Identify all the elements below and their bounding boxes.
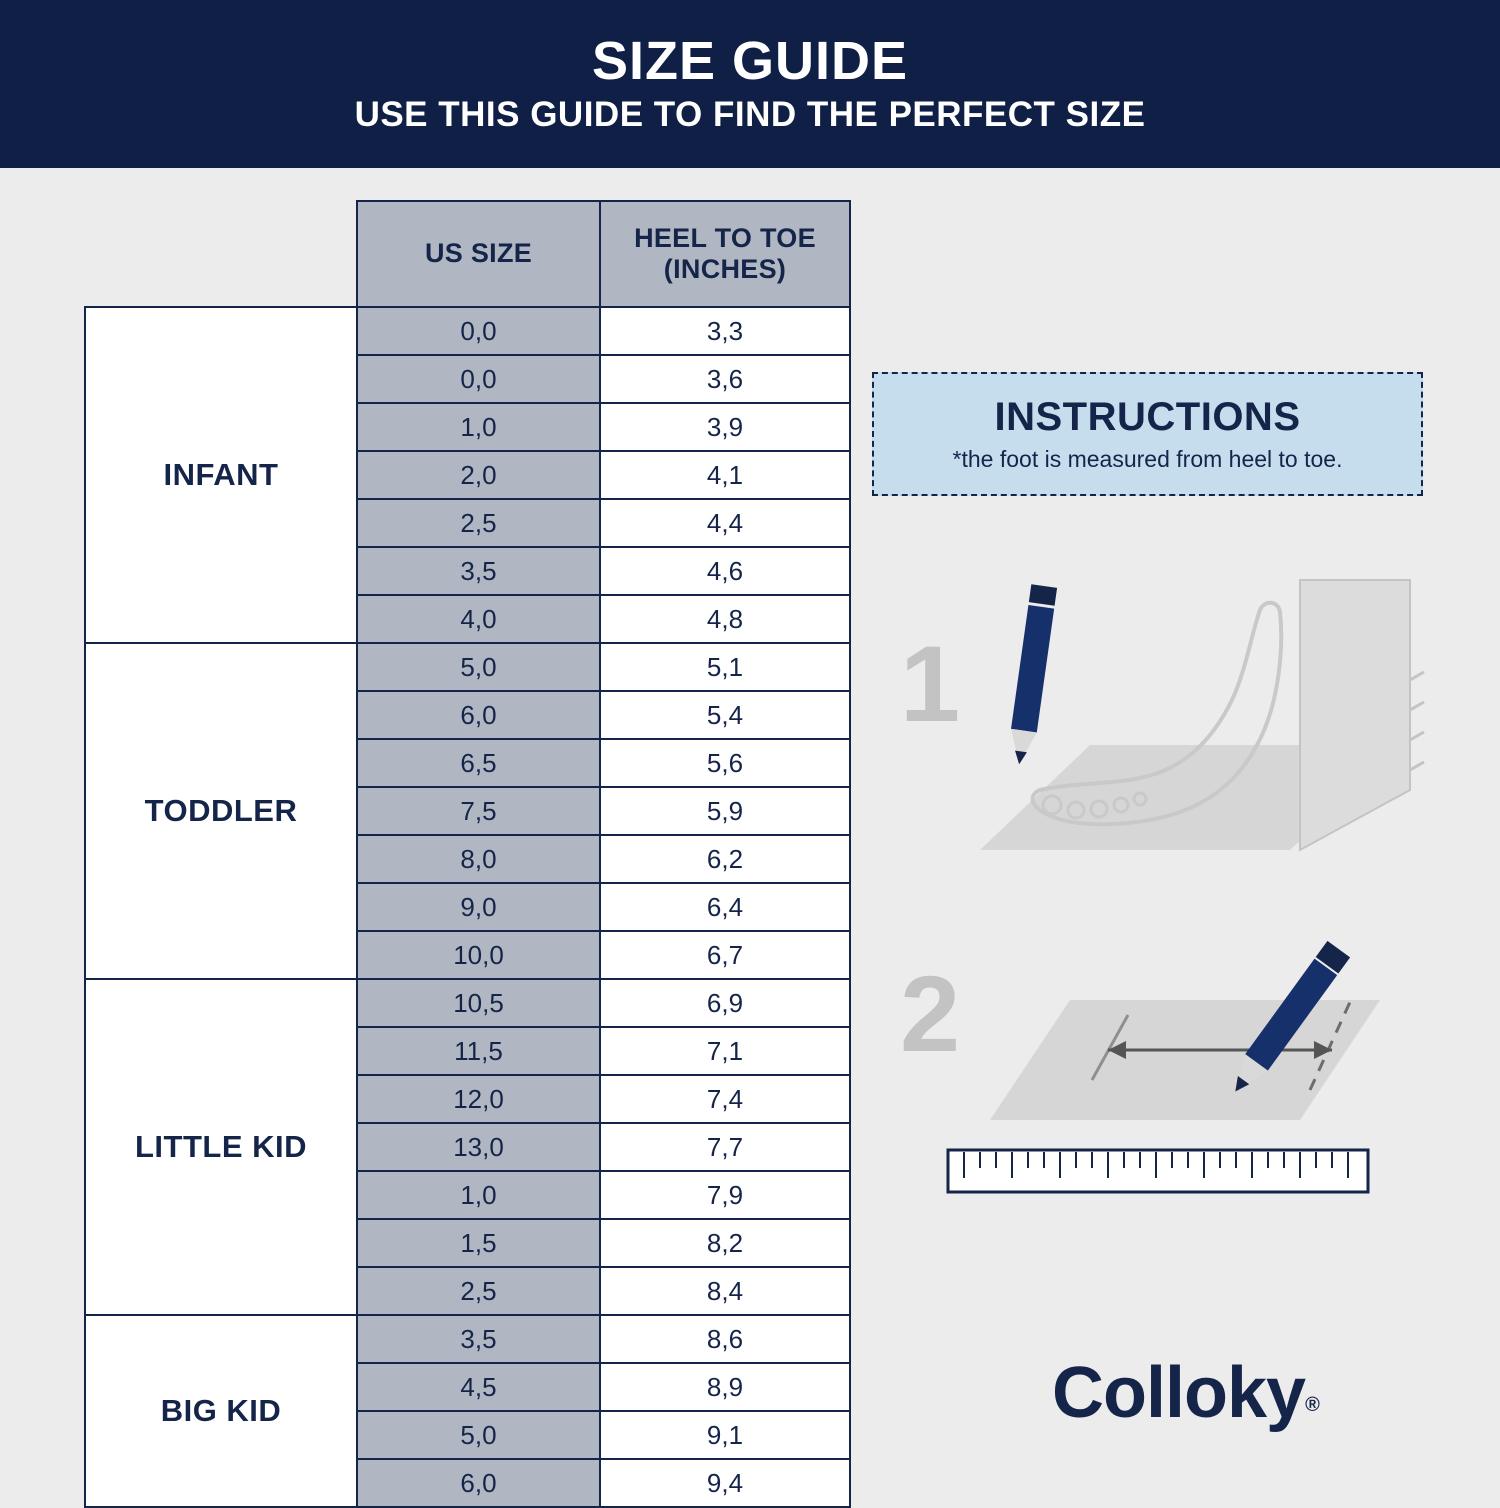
page-title: SIZE GUIDE: [591, 31, 909, 92]
us-size-cell: 9,0: [357, 883, 600, 931]
table-header-spacer: [85, 201, 357, 307]
group-label-little-kid: LITTLE KID: [85, 979, 357, 1315]
heel-to-toe-cell: 8,9: [600, 1363, 850, 1411]
heel-to-toe-cell: 5,1: [600, 643, 850, 691]
us-size-cell: 2,5: [357, 1267, 600, 1315]
us-size-cell: 11,5: [357, 1027, 600, 1075]
group-label-toddler: TODDLER: [85, 643, 357, 979]
heel-to-toe-cell: 7,9: [600, 1171, 850, 1219]
heel-to-toe-cell: 4,4: [600, 499, 850, 547]
size-table-wrapper: [84, 200, 849, 1508]
heel-to-toe-cell: 8,2: [600, 1219, 850, 1267]
us-size-cell: 0,0: [357, 307, 600, 355]
table-row: [85, 307, 850, 355]
step-1: [880, 560, 1440, 900]
us-size-cell: 10,5: [357, 979, 600, 1027]
heel-to-toe-cell: 4,6: [600, 547, 850, 595]
size-table: [84, 200, 851, 1508]
page-subtitle: USE THIS GUIDE TO FIND THE PERFECT SIZE: [354, 95, 1146, 135]
table-row: [85, 643, 850, 691]
step-2-number: 2: [900, 953, 961, 1074]
us-size-cell: 13,0: [357, 1123, 600, 1171]
step-2: [880, 940, 1440, 1240]
step-1-number: 1: [900, 623, 961, 744]
us-size-cell: 6,5: [357, 739, 600, 787]
us-size-cell: 0,0: [357, 355, 600, 403]
us-size-cell: 5,0: [357, 1411, 600, 1459]
table-body: [85, 307, 850, 1507]
page-header: [0, 0, 1500, 168]
heel-to-toe-cell: 4,8: [600, 595, 850, 643]
heel-to-toe-cell: 5,6: [600, 739, 850, 787]
heel-to-toe-cell: 5,4: [600, 691, 850, 739]
us-size-cell: 5,0: [357, 643, 600, 691]
us-size-cell: 6,0: [357, 691, 600, 739]
us-size-cell: 1,0: [357, 1171, 600, 1219]
instructions-title: INSTRUCTIONS: [994, 395, 1301, 439]
us-size-cell: 7,5: [357, 787, 600, 835]
us-size-cell: 2,0: [357, 451, 600, 499]
ruler-measure-icon: [880, 940, 1440, 1240]
heel-to-toe-cell: 4,1: [600, 451, 850, 499]
instructions-panel: [872, 372, 1423, 496]
heel-to-toe-cell: 3,9: [600, 403, 850, 451]
heel-to-toe-cell: 8,6: [600, 1315, 850, 1363]
instructions-note: *the foot is measured from heel to toe.: [952, 446, 1343, 472]
table-header: [85, 201, 850, 307]
heel-to-toe-cell: 7,4: [600, 1075, 850, 1123]
table-header-row: [85, 201, 850, 307]
heel-to-toe-cell: 9,4: [600, 1459, 850, 1507]
heel-to-toe-cell: 5,9: [600, 787, 850, 835]
us-size-cell: 1,0: [357, 403, 600, 451]
us-size-cell: 1,5: [357, 1219, 600, 1267]
table-row: [85, 979, 850, 1027]
group-label-big-kid: BIG KID: [85, 1315, 357, 1507]
column-header-heel-to-toe: [600, 201, 850, 307]
foot-tracing-icon: [880, 560, 1440, 900]
heel-to-toe-cell: 7,1: [600, 1027, 850, 1075]
heel-header-line1: HEEL TO TOE: [634, 222, 816, 253]
table-row: [85, 1315, 850, 1363]
column-header-us-size: US SIZE: [357, 201, 600, 307]
heel-to-toe-cell: 8,4: [600, 1267, 850, 1315]
us-size-cell: 3,5: [357, 1315, 600, 1363]
heel-to-toe-cell: 7,7: [600, 1123, 850, 1171]
us-size-cell: 6,0: [357, 1459, 600, 1507]
heel-to-toe-cell: 6,4: [600, 883, 850, 931]
brand-name: Colloky: [1052, 1353, 1306, 1433]
us-size-cell: 12,0: [357, 1075, 600, 1123]
us-size-cell: 10,0: [357, 931, 600, 979]
heel-to-toe-cell: 6,9: [600, 979, 850, 1027]
us-size-cell: 4,0: [357, 595, 600, 643]
us-size-cell: 2,5: [357, 499, 600, 547]
heel-to-toe-cell: 3,3: [600, 307, 850, 355]
heel-to-toe-cell: 6,7: [600, 931, 850, 979]
heel-to-toe-cell: 6,2: [600, 835, 850, 883]
brand-trademark: ®: [1305, 1394, 1320, 1416]
heel-to-toe-cell: 9,1: [600, 1411, 850, 1459]
heel-to-toe-cell: 3,6: [600, 355, 850, 403]
us-size-cell: 3,5: [357, 547, 600, 595]
us-size-cell: 8,0: [357, 835, 600, 883]
brand-logo: [1052, 1352, 1320, 1434]
heel-header-line2: (INCHES): [663, 254, 787, 284]
us-size-cell: 4,5: [357, 1363, 600, 1411]
group-label-infant: INFANT: [85, 307, 357, 643]
